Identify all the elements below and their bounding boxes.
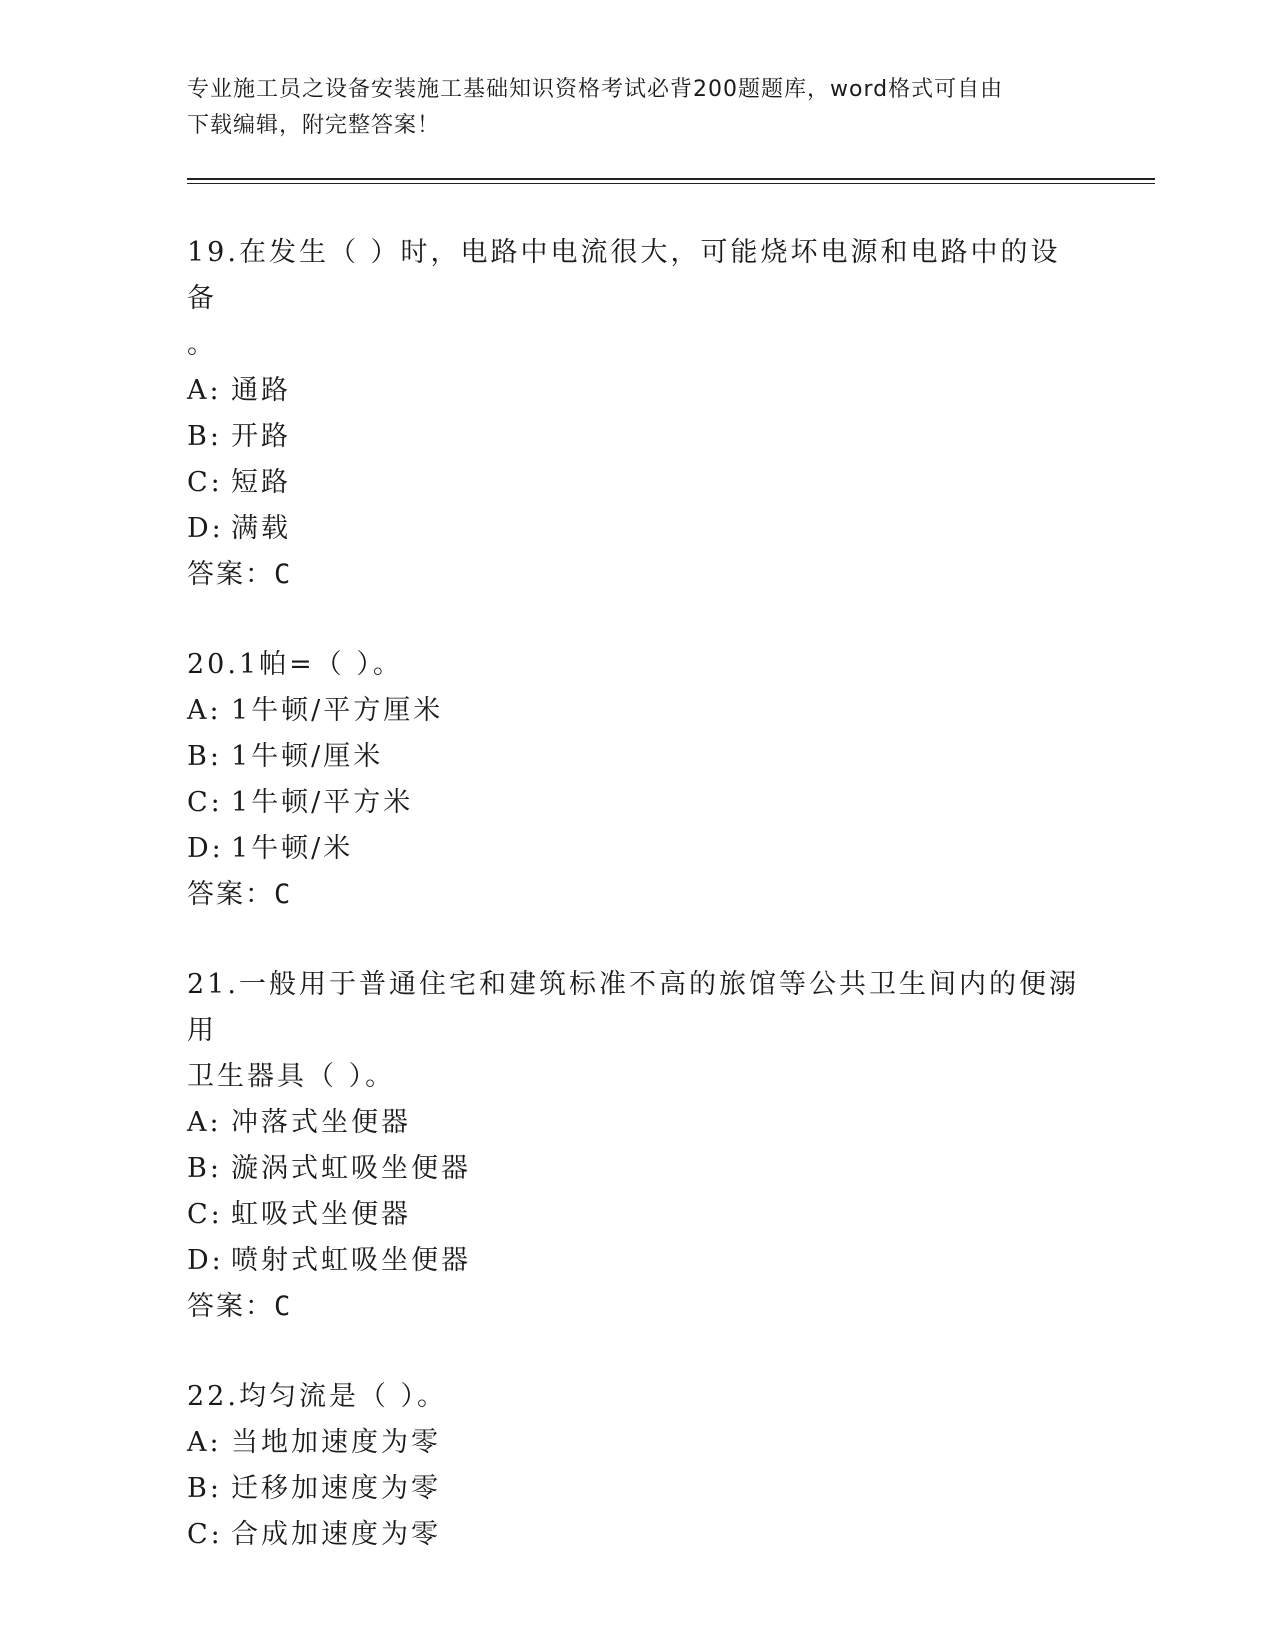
option-text: 1牛顿/平方米	[231, 787, 414, 818]
option-text: 开路	[231, 421, 291, 452]
option-text: 漩涡式虹吸坐便器	[231, 1153, 471, 1184]
answer-value: C	[274, 1291, 293, 1322]
option-c	[187, 780, 1087, 826]
question-stem-continuation: 。	[187, 329, 217, 360]
question-19	[187, 230, 1087, 598]
option-text: 喷射式虹吸坐便器	[231, 1245, 471, 1276]
header-line-2: 下载编辑，附完整答案！	[187, 113, 441, 138]
answer-value: C	[274, 879, 293, 910]
header-divider-thick	[187, 178, 1155, 180]
option-text: 1牛顿/厘米	[231, 741, 384, 772]
option-text: 迁移加速度为零	[231, 1473, 441, 1504]
option-b	[187, 1466, 1087, 1512]
question-list	[187, 230, 1087, 1602]
answer-label: 答案：	[187, 879, 274, 910]
question-22	[187, 1374, 1087, 1558]
question-20	[187, 642, 1087, 918]
option-d	[187, 1238, 1087, 1284]
option-c	[187, 1192, 1087, 1238]
option-letter: D:	[187, 513, 224, 544]
option-a	[187, 1100, 1087, 1146]
option-text: 短路	[231, 467, 291, 498]
option-letter: C:	[187, 1519, 223, 1550]
option-a	[187, 368, 1087, 414]
option-letter: B:	[187, 741, 222, 772]
question-stem: 21.一般用于普通住宅和建筑标准不高的旅馆等公共卫生间内的便溺用	[187, 969, 1079, 1046]
option-a	[187, 1420, 1087, 1466]
answer-line	[187, 1284, 1087, 1330]
option-text: 满载	[231, 513, 291, 544]
option-c	[187, 460, 1087, 506]
option-b	[187, 734, 1087, 780]
option-b	[187, 1146, 1087, 1192]
option-c	[187, 1512, 1087, 1558]
header-divider-thin	[187, 183, 1155, 184]
answer-value: C	[274, 559, 293, 590]
option-b	[187, 414, 1087, 460]
option-d	[187, 826, 1087, 872]
document-header	[187, 72, 1087, 144]
option-letter: D:	[187, 1245, 224, 1276]
option-letter: A:	[187, 1107, 222, 1138]
question-stem: 22.均匀流是（ ）。	[187, 1381, 448, 1412]
option-text: 通路	[231, 375, 291, 406]
answer-label: 答案：	[187, 1291, 274, 1322]
option-text: 当地加速度为零	[231, 1427, 441, 1458]
option-letter: C:	[187, 467, 223, 498]
option-letter: C:	[187, 787, 223, 818]
answer-label: 答案：	[187, 559, 274, 590]
option-text: 1牛顿/米	[231, 833, 354, 864]
option-letter: B:	[187, 421, 222, 452]
option-letter: A:	[187, 1427, 222, 1458]
question-stem-continuation: 卫生器具（ ）。	[187, 1061, 396, 1092]
question-stem: 20.1帕=（ ）。	[187, 649, 403, 680]
question-21	[187, 962, 1087, 1330]
option-text: 冲落式坐便器	[231, 1107, 411, 1138]
option-text: 虹吸式坐便器	[231, 1199, 411, 1230]
answer-line	[187, 872, 1087, 918]
option-letter: A:	[187, 375, 222, 406]
option-d	[187, 506, 1087, 552]
option-a	[187, 688, 1087, 734]
header-line-1: 专业施工员之设备安装施工基础知识资格考试必背200题题库，word格式可自由	[187, 77, 1004, 102]
option-letter: A:	[187, 695, 222, 726]
question-stem: 19.在发生（ ）时，电路中电流很大，可能烧坏电源和电路中的设备	[187, 237, 1061, 314]
option-text: 合成加速度为零	[231, 1519, 441, 1550]
option-letter: B:	[187, 1153, 222, 1184]
option-text: 1牛顿/平方厘米	[231, 695, 444, 726]
option-letter: D:	[187, 833, 224, 864]
option-letter: C:	[187, 1199, 223, 1230]
option-letter: B:	[187, 1473, 222, 1504]
answer-line	[187, 552, 1087, 598]
